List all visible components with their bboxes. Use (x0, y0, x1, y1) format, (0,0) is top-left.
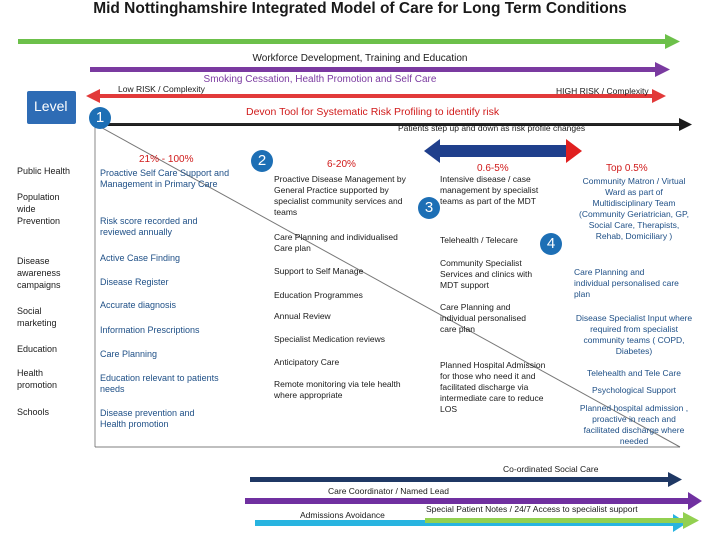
level-label: Level (27, 91, 76, 124)
level-3-percentage: 0.6-5% (477, 163, 509, 174)
left-item: Education (17, 344, 58, 354)
left-item: Population wide Prevention (17, 192, 61, 226)
step-double-arrow (424, 139, 582, 163)
level-2-badge: 2 (251, 150, 273, 172)
smoking-banner: Smoking Cessation, Health Promotion and Self Care (203, 74, 437, 85)
left-item: Social marketing (17, 306, 57, 328)
left-item: Health promotion (17, 368, 58, 390)
patient-notes-label: Special Patient Notes / 24/7 Access to specialist support (426, 504, 638, 514)
level-2-item: Specialist Medication reviews (274, 334, 386, 344)
care-coordinator-label: Care Coordinator / Named Lead (328, 486, 449, 496)
high-risk-label: HIGH RISK / Complexity (556, 86, 649, 96)
level-1-item: Proactive Self Care Support and Management in Primary Care (100, 168, 230, 189)
level-1-item: Education relevant to patients needs (100, 373, 219, 394)
admissions-avoidance-label: Admissions Avoidance (300, 510, 385, 520)
level-1-item: Disease prevention and Health promotion (100, 408, 195, 429)
left-item: Public Health (17, 166, 71, 176)
level-3-item: Care Planning and individual personalised care plan (440, 302, 527, 334)
level-3-item: Planned Hospital Admission for those who need it and facilitated discharge via intermediate care to reduce LOS (440, 360, 546, 414)
level-2-item: Care Planning and individualised Care plan (274, 232, 398, 253)
level-3-item: Intensive disease / case management by specialist teams as part of the MDT (440, 174, 539, 206)
level-3-item: Community Specialist Services and clinics with MDT support (440, 258, 533, 290)
level-4-item: Telehealth and Tele Care (587, 368, 681, 378)
level-4-badge: 4 (540, 233, 562, 255)
level-3-item: Telehealth / Telecare (440, 235, 518, 245)
level-4-item: Planned hospital admission , proactive in reach and facilitated discharge where needed (579, 403, 689, 446)
level-1-item: Disease Register (100, 277, 169, 287)
level-1-badge: 1 (89, 107, 111, 129)
patients-step-label: Patients step up and down as risk profile changes (398, 123, 586, 133)
level-2-item: Proactive Disease Management by General Practice supported by specialist community services and teams (274, 174, 406, 217)
devon-tool-label: Devon Tool for Systematic Risk Profiling to identify risk (246, 106, 500, 118)
level-2-item: Education Programmes (274, 290, 363, 300)
workforce-banner: Workforce Development, Training and Education (252, 53, 468, 64)
level-4-item: Community Matron / Virtual Ward as part of Multidisciplinary Team (Community Geriatrician, GP, Social Care, Therapists, Rehab, Domiciliary ) (579, 176, 689, 241)
level-1-percentage: 21% - 100% (139, 154, 194, 165)
level-1-item: Risk score recorded and reviewed annually (100, 216, 198, 237)
level-4-item: Psychological Support (591, 385, 677, 395)
left-item: Disease awareness campaigns (17, 256, 61, 290)
level-4-percentage: Top 0.5% (606, 163, 648, 174)
level-4-item: Care Planning and individual personalised care plan (574, 267, 679, 299)
level-2-item: Anticipatory Care (274, 357, 340, 367)
level-2-item: Remote monitoring via tele health where appropriate (274, 379, 401, 400)
level-4-item: Disease Specialist Input where required from specialist community teams ( COPD, Diabetes) (575, 313, 693, 356)
level-1-item: Information Prescriptions (100, 325, 200, 335)
level-2-percentage: 6-20% (327, 159, 356, 170)
level-1-item: Care Planning (100, 349, 158, 359)
navy-arrow (250, 472, 682, 487)
left-item: Schools (17, 407, 50, 417)
level-1-item: Active Case Finding (100, 253, 181, 263)
page-title: Mid Nottinghamshire Integrated Model of Care for Long Term Conditions (93, 0, 627, 17)
level-3-badge: 3 (418, 197, 440, 219)
social-care-label: Co-ordinated Social Care (503, 464, 599, 474)
level-2-item: Support to Self Manage (274, 266, 364, 276)
level-1-item: Accurate diagnosis (100, 300, 177, 310)
low-risk-label: Low RISK / Complexity (118, 84, 205, 94)
level-2-item: Annual Review (274, 311, 331, 321)
green-arrow-top (18, 34, 680, 49)
